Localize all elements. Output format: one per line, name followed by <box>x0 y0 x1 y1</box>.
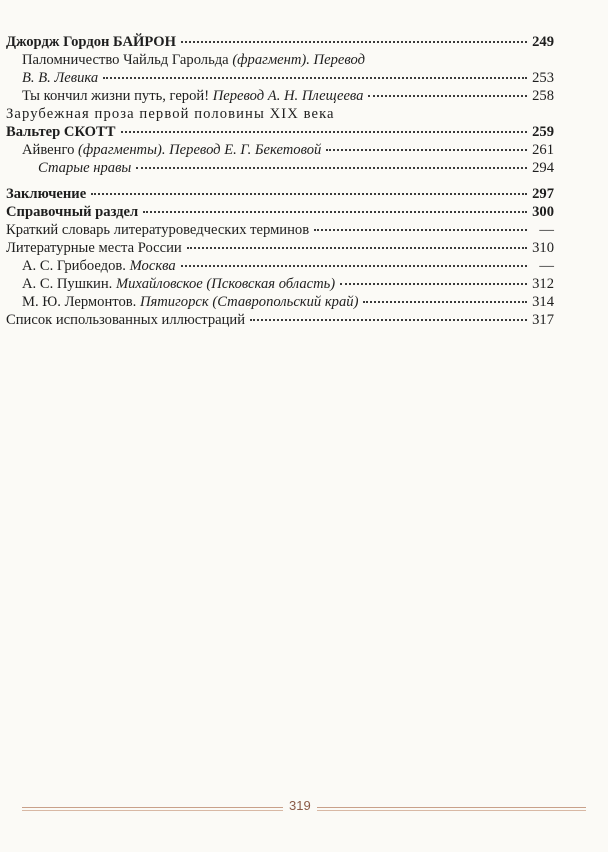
toc-entry-title: Заключение <box>6 186 87 202</box>
toc-entry-lermontov <box>6 293 554 311</box>
toc-page-number: 314 <box>532 294 554 310</box>
toc-entry-reference <box>6 203 554 221</box>
page-number: 319 <box>283 798 317 813</box>
toc-page-number: 317 <box>532 312 554 328</box>
table-of-contents <box>6 33 554 329</box>
toc-page-number: 300 <box>532 204 554 220</box>
dot-leader <box>363 301 527 303</box>
toc-entry-pushkin <box>6 275 554 293</box>
toc-entry-scott <box>6 123 554 141</box>
toc-entry-title: Литературные места России <box>6 240 182 256</box>
dot-leader <box>368 95 527 97</box>
toc-entry-dictionary <box>6 221 554 239</box>
toc-page-number: 294 <box>532 160 554 176</box>
toc-entry-title: Старые нравы <box>38 160 132 176</box>
toc-entry-title: Джордж Гордон БАЙРОН <box>6 34 176 50</box>
toc-entry-conclusion <box>6 185 554 203</box>
toc-entry-title: А. С. Пушкин. Михайловское (Псковская область) <box>22 276 336 292</box>
toc-entry-griboedov <box>6 257 554 275</box>
toc-entry-byron <box>6 33 554 51</box>
toc-page-number: 259 <box>532 124 554 140</box>
toc-entry-title: Справочный раздел <box>6 204 139 220</box>
dot-leader <box>136 167 527 169</box>
toc-entry-places <box>6 239 554 257</box>
dot-leader <box>187 247 527 249</box>
dot-leader <box>181 41 527 43</box>
toc-entry-childe-harold-cont <box>6 69 554 87</box>
toc-section-title: Зарубежная проза первой половины XIX века <box>6 106 335 122</box>
toc-section-foreign-prose <box>6 105 554 123</box>
toc-entry-title: Вальтер СКОТТ <box>6 124 116 140</box>
dot-leader <box>340 283 527 285</box>
toc-page-number: 253 <box>532 70 554 86</box>
toc-entry-title: Паломничество Чайльд Гарольда (фрагмент). Перевод <box>22 52 365 68</box>
toc-page-number: — <box>539 258 554 274</box>
toc-page-number: 249 <box>532 34 554 50</box>
toc-page-number: 258 <box>532 88 554 104</box>
toc-entry-title: Краткий словарь литературоведческих терминов <box>6 222 310 238</box>
dot-leader <box>314 229 527 231</box>
toc-entry-title: А. С. Грибоедов. Москва <box>22 258 176 274</box>
toc-page-number: 312 <box>532 276 554 292</box>
toc-entry-title: В. В. Левика <box>22 70 99 86</box>
toc-entry-title: Ты кончил жизни путь, герой! Перевод А. Н. Плещеева <box>22 88 364 104</box>
dot-leader <box>103 77 527 79</box>
toc-gap <box>6 177 554 185</box>
toc-page-number: 261 <box>532 142 554 158</box>
dot-leader <box>143 211 527 213</box>
dot-leader <box>326 149 527 151</box>
toc-entry-ty-konchil <box>6 87 554 105</box>
toc-entry-ivanhoe <box>6 141 554 159</box>
toc-entry-title: Список использованных иллюстраций <box>6 312 246 328</box>
dot-leader <box>121 131 528 133</box>
toc-page-number: 297 <box>532 186 554 202</box>
toc-page-number: 310 <box>532 240 554 256</box>
dot-leader <box>91 193 527 195</box>
toc-entry-title: Айвенго (фрагменты). Перевод Е. Г. Бекетовой <box>22 142 322 158</box>
toc-entry-title: М. Ю. Лермонтов. Пятигорск (Ставропольский край) <box>22 294 359 310</box>
toc-entry-childe-harold <box>6 51 554 69</box>
toc-entry-illustrations <box>6 311 554 329</box>
toc-entry-old-ways <box>6 159 554 177</box>
dot-leader <box>181 265 527 267</box>
dot-leader <box>250 319 527 321</box>
toc-page-number: — <box>539 222 554 238</box>
